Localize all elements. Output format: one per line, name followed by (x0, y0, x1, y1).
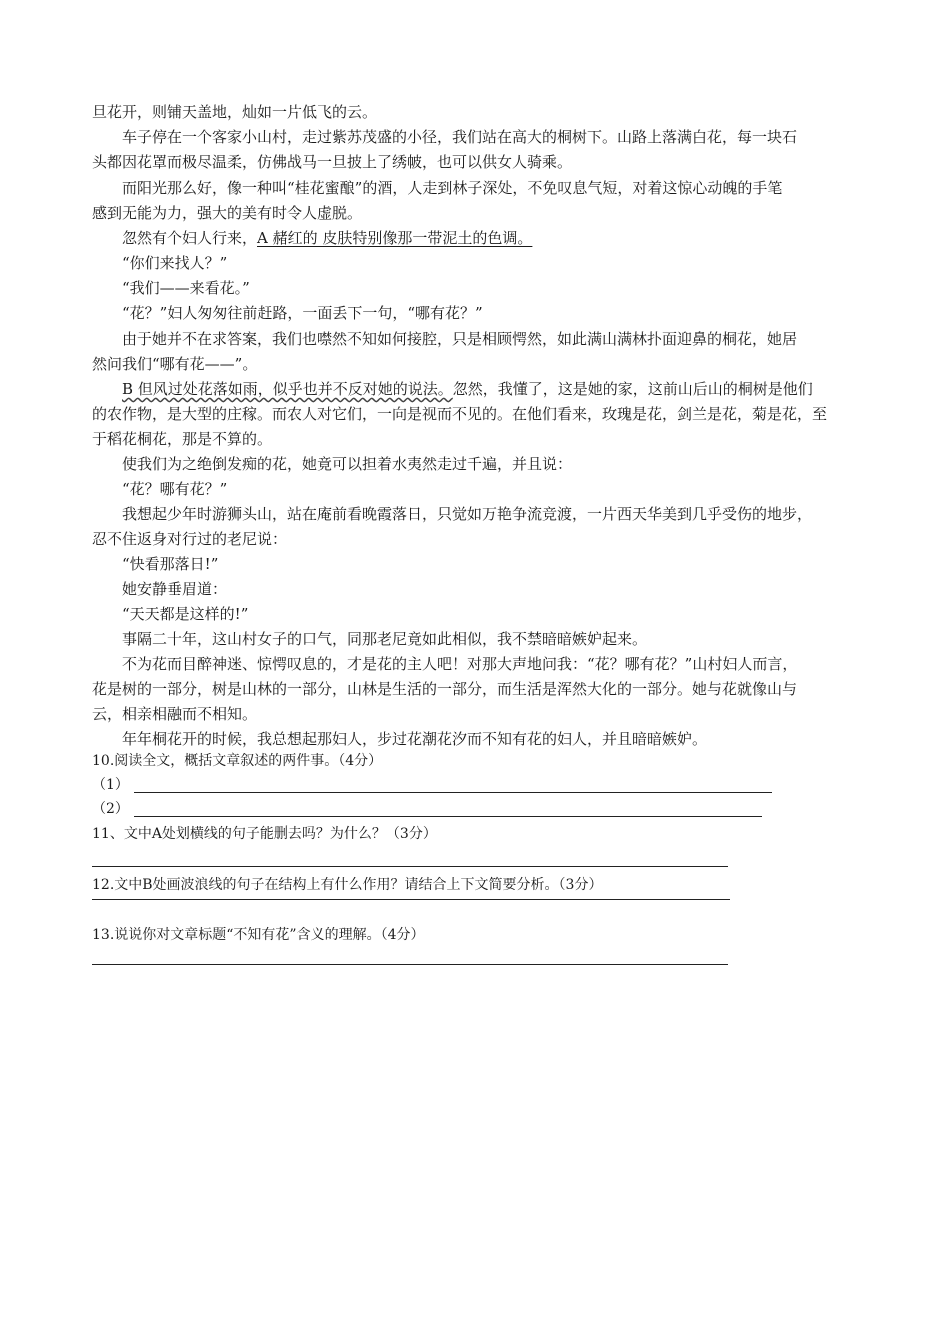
passage-line (92, 377, 872, 402)
answer-line-12[interactable] (92, 899, 730, 900)
wavy-underlined-sentence-b: B 但风过处花落如雨，似乎也并不反对她的说法。 (122, 380, 453, 398)
passage-line: 的农作物，是大型的庄稼。而农人对它们，一向是视而不见的。在他们看来，玫瑰是花，剑兰是花，菊是花，至 (92, 405, 828, 423)
passage-line: “你们来找人？” (122, 254, 228, 272)
passage-line: 使我们为之绝倒发痴的花，她竟可以担着水夷然走过千遍，并且说： (122, 455, 573, 473)
question-13: 13.说说你对文章标题“不知有花”含义的理解。（4分） (92, 927, 425, 943)
question-10: 10.阅读全文，概括文章叙述的两件事。（4分） (92, 753, 383, 769)
passage-line: “花？”妇人匆匆往前赶路，一面丢下一句，“哪有花？” (122, 304, 483, 322)
passage-line: 不为花而目醉神迷、惊愕叹息的，才是花的主人吧！对那大声地问我：“花？哪有花？”山村妇人而言， (122, 655, 798, 673)
passage-line: 忍不住返身对行过的老尼说： (92, 530, 288, 548)
passage-line: “我们——来看花。” (122, 279, 250, 297)
passage-line: 头都因花罩而极尽温柔，仿佛战马一旦披上了绣帔，也可以供女人骑乘。 (92, 153, 573, 171)
passage-line: 感到无能为力，强大的美有时令人虚脱。 (92, 204, 363, 222)
passage-line: 然问我们“哪有花——”。 (92, 355, 258, 373)
passage-line: “快看那落日!” (122, 555, 219, 573)
passage-line: 年年桐花开的时候，我总想起那妇人，步过花潮花汐而不知有花的妇人，并且暗暗嫉妒。 (122, 730, 708, 748)
answer-line-11[interactable] (92, 866, 728, 867)
passage-line: 她安静垂眉道： (122, 580, 228, 598)
passage-text: 忽然有个妇人行来， (122, 229, 258, 247)
passage-line: 花是树的一部分，树是山林的一部分，山林是生活的一部分，而生活是浑然大化的一部分。她与花就像山与 (92, 680, 798, 698)
passage-line: 车子停在一个客家小山村，走过紫苏茂盛的小径，我们站在高大的桐树下。山路上落满白花，每一块石 (122, 128, 798, 146)
answer-line-2[interactable] (134, 816, 762, 817)
passage-line: 旦花开，则铺天盖地，灿如一片低飞的云。 (92, 103, 378, 121)
passage-line: 于稻花桐花，那是不算的。 (92, 430, 273, 448)
passage-line: “天天都是这样的!” (122, 605, 249, 623)
question-11: 11、文中A处划横线的句子能删去吗？为什么？（3分） (92, 826, 437, 842)
passage-line: 由于她并不在求答案，我们也噤然不知如何接腔，只是相顾愕然，如此满山满林扑面迎鼻的桐花，她居 (122, 330, 798, 348)
passage-line: 而阳光那么好，像一种叫“桂花蜜酿”的酒，人走到林子深处，不免叹息气短，对着这惊心动魄的手笔 (122, 179, 783, 197)
answer-label-1: （1） (92, 777, 129, 793)
question-12: 12.文中B处画波浪线的句子在结构上有什么作用？请结合上下文简要分析。（3分） (92, 877, 603, 893)
answer-label-2: （2） (92, 801, 129, 817)
underlined-sentence-a: A 赭红的 皮肤特别像那一带泥土的色调。 (257, 229, 533, 247)
passage-line: 云，相亲相融而不相知。 (92, 705, 258, 723)
answer-line-1[interactable] (134, 792, 772, 793)
passage-line (92, 226, 872, 251)
passage-text: 忽然，我懂了，这是她的家，这前山后山的桐树是他们 (452, 380, 813, 398)
passage-line: 我想起少年时游狮头山，站在庵前看晚霞落日，只觉如万艳争流竞渡，一片西天华美到几乎受伤的地步， (122, 505, 813, 523)
passage-line: 事隔二十年，这山村女子的口气，同那老尼竟如此相似，我不禁暗暗嫉妒起来。 (122, 630, 648, 648)
passage-line: “花？哪有花？” (122, 480, 228, 498)
answer-line-13[interactable] (92, 964, 728, 965)
